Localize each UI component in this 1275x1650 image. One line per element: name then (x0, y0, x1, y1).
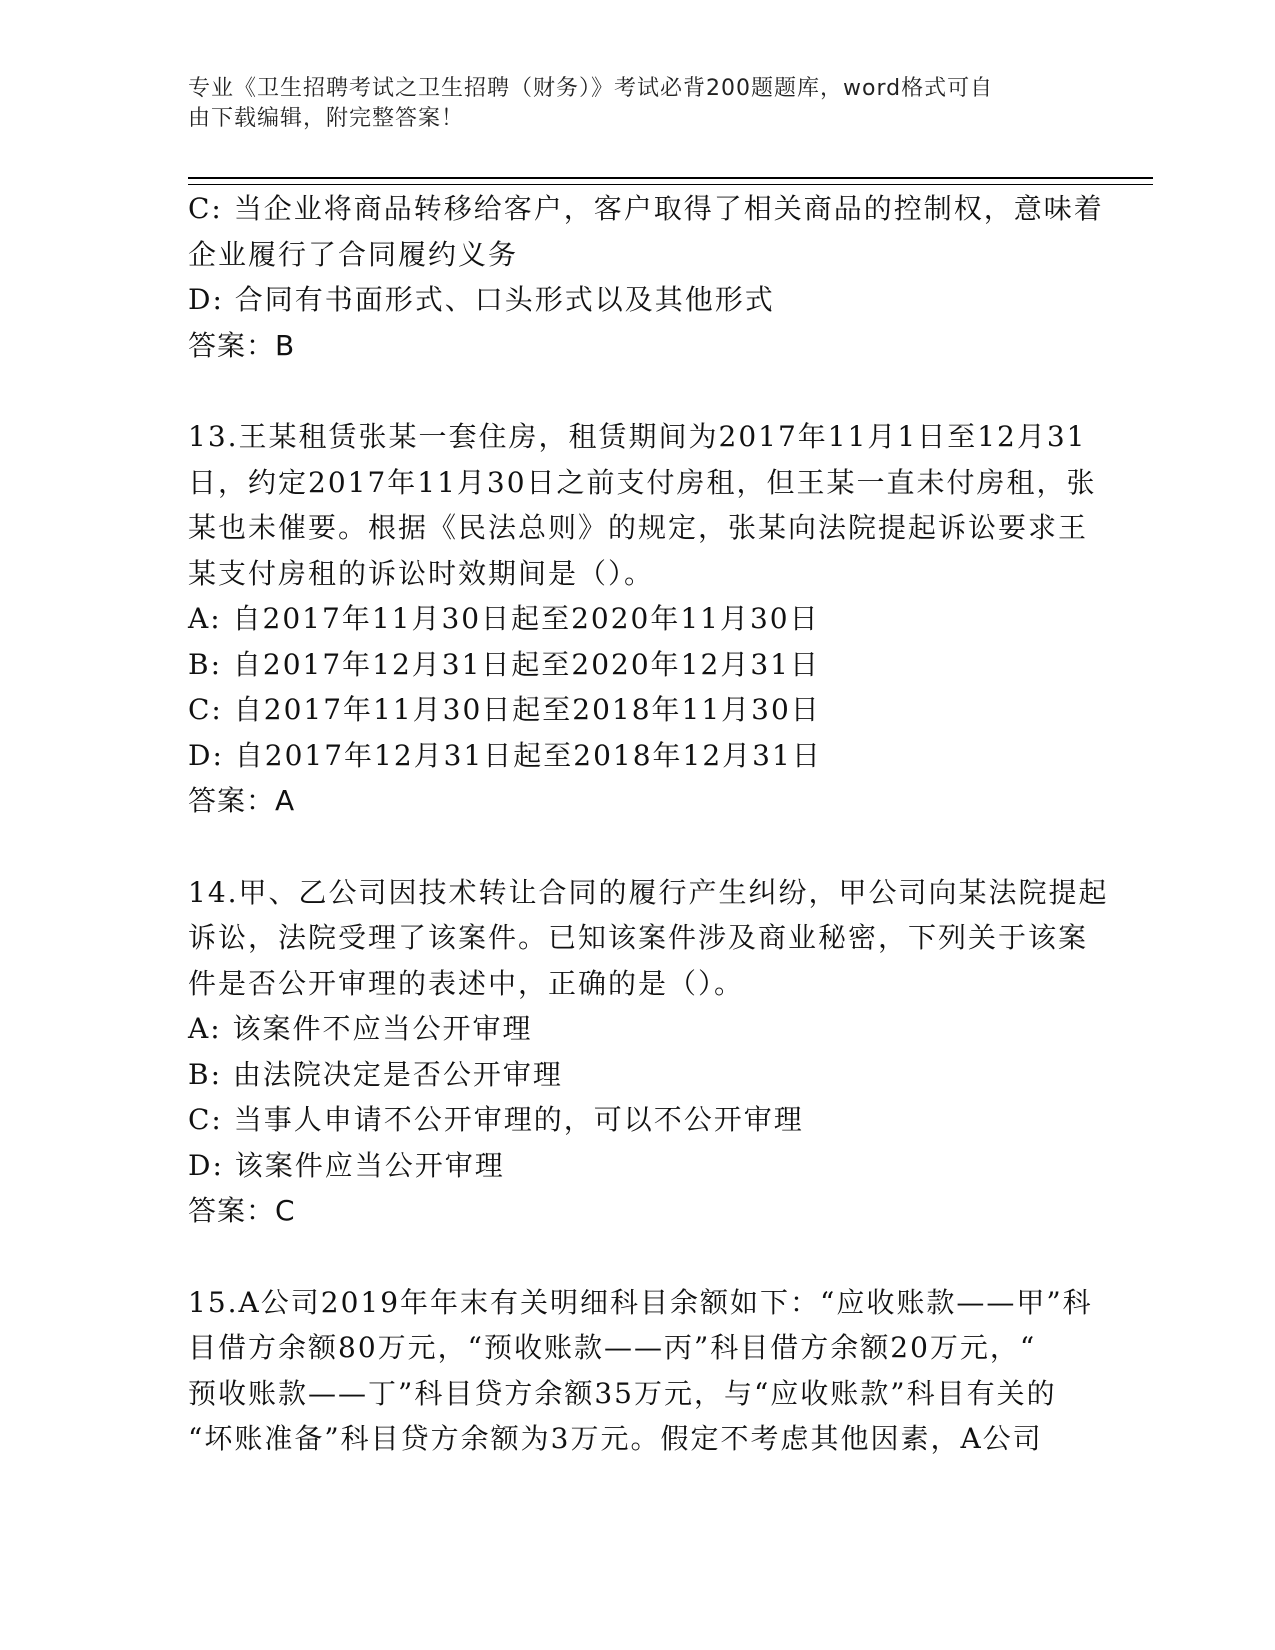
question-text-line: 13.王某租赁张某一套住房，租赁期间为2017年11月1日至12月31 (188, 420, 1087, 453)
answer: 答案：C (188, 1194, 296, 1227)
header-rule-thin (188, 184, 1153, 185)
question-text-line: 某支付房租的诉讼时效期间是（）。 (188, 556, 655, 590)
document-body (188, 186, 1109, 1462)
header-line-2: 由下载编辑，附完整答案！ (188, 106, 465, 131)
option-c: C: 当事人申请不公开审理的，可以不公开审理 (188, 1103, 804, 1136)
header-rule-thick (188, 177, 1153, 179)
option-a: A: 自2017年11月30日起至2020年11月30日 (188, 602, 820, 635)
question-12-continued (188, 186, 1104, 368)
option-c-line-1: C: 当企业将商品转移给客户，客户取得了相关商品的控制权，意味着 (188, 192, 1104, 225)
question-text-line: 预收账款——丁”科目贷方余额35万元，与“应收账款”科目有关的 (188, 1376, 1057, 1410)
question-text-line: 诉讼，法院受理了该案件。已知该案件涉及商业秘密，下列关于该案 (188, 921, 1089, 954)
option-c-line-2: 企业履行了合同履约义务 (188, 237, 519, 271)
question-15 (188, 1280, 1093, 1462)
answer: 答案：A (188, 784, 296, 817)
question-text-line: 日，约定2017年11月30日之前支付房租，但王某一直未付房租，张 (188, 465, 1097, 499)
question-text-line: “坏账准备”科目贷方余额为3万元。假定不考虑其他因素，A公司 (188, 1422, 1043, 1455)
answer: 答案：B (188, 328, 296, 362)
option-d: D: 合同有书面形式、口头形式以及其他形式 (188, 283, 775, 316)
question-text-line: 15.A公司2019年年末有关明细科目余额如下：“应收账款——甲”科 (188, 1285, 1093, 1319)
option-d: D: 自2017年12月31日起至2018年12月31日 (188, 738, 822, 772)
option-c: C: 自2017年11月30日起至2018年11月30日 (188, 693, 821, 726)
question-text-line: 件是否公开审理的表述中，正确的是（）。 (188, 966, 745, 1000)
option-d: D: 该案件应当公开审理 (188, 1148, 505, 1182)
question-13 (188, 414, 1097, 824)
question-text-line: 某也未催要。根据《民法总则》的规定，张某向法院提起诉讼要求王 (188, 511, 1089, 544)
question-14 (188, 870, 1109, 1234)
page-header (188, 74, 1068, 134)
question-text-line: 14.甲、乙公司因技术转让合同的履行产生纠纷，甲公司向某法院提起 (188, 875, 1109, 909)
header-line-1: 专业《卫生招聘考试之卫生招聘（财务）》考试必背200题题库，word格式可自 (188, 76, 994, 101)
option-b: B: 自2017年12月31日起至2020年12月31日 (188, 647, 820, 681)
question-text-line: 目借方余额80万元，“预收账款——丙”科目借方余额20万元，“ (188, 1331, 1037, 1364)
option-a: A: 该案件不应当公开审理 (188, 1012, 533, 1045)
option-b: B: 由法院决定是否公开审理 (188, 1057, 563, 1091)
